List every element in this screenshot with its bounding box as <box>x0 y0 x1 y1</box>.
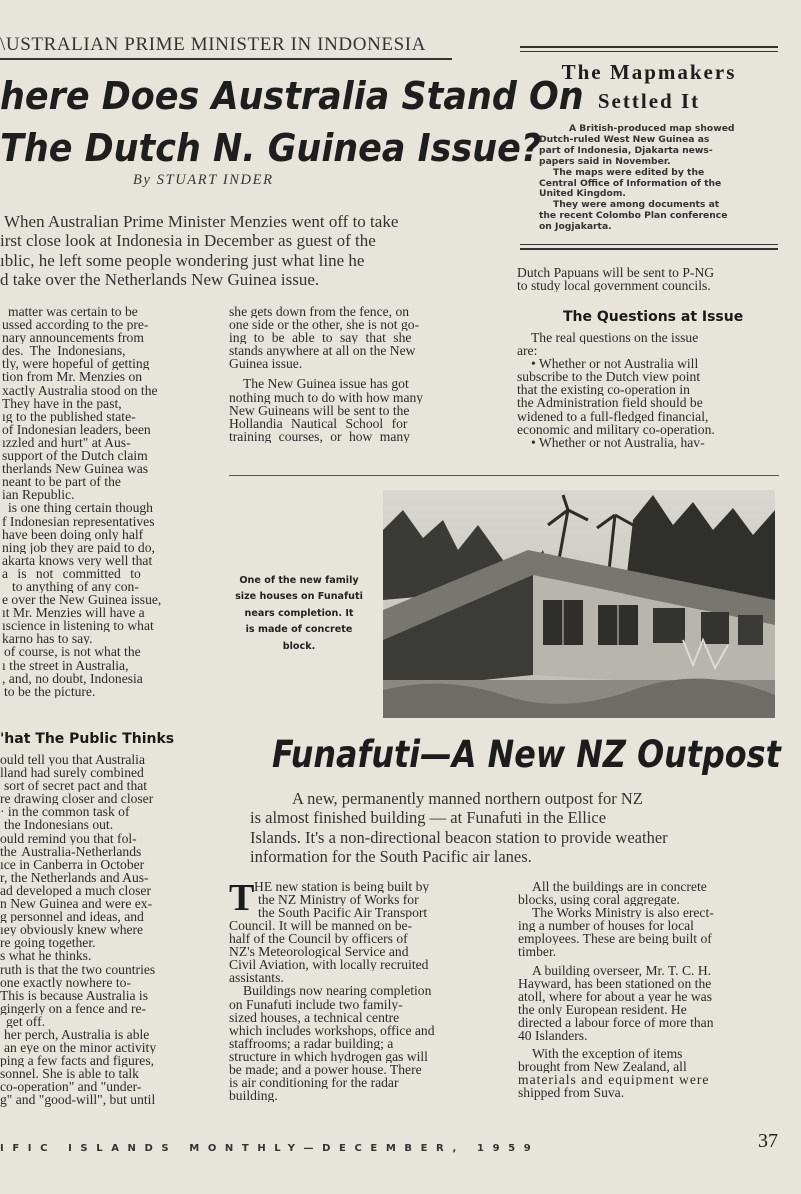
text-line: ing to be able to say that she <box>229 331 412 345</box>
intro-line: d take over the Netherlands New Guinea issue. <box>0 269 320 289</box>
text-line: ruth is that the two countries <box>0 962 156 976</box>
sidebar-body <box>539 124 761 233</box>
text-line: get off. <box>6 1014 46 1028</box>
text-line: Dutch Papuans will be sent to P-NG <box>517 266 715 280</box>
text-line: matter was certain to be <box>8 305 138 319</box>
page-number: 37 <box>758 1130 778 1152</box>
dropcap: T <box>229 877 255 919</box>
story2-col-a-drop <box>254 880 500 919</box>
text-line: timber. <box>518 945 557 959</box>
story2-col-a <box>229 919 499 1102</box>
text-line: shipped from Suva. <box>518 1086 625 1100</box>
text-line: • Whether or not Australia, hav- <box>531 435 705 449</box>
column-1 <box>2 305 212 698</box>
text-line: HE new station is being built by <box>254 880 430 894</box>
text-line: the South Pacific Air Transport <box>258 906 428 920</box>
text-line: which includes workshops, office and <box>229 1023 435 1037</box>
text-line: akarta knows very well that <box>2 553 153 567</box>
text-line: They have in the past, <box>2 396 122 410</box>
text-line: With the exception of items <box>532 1047 683 1061</box>
text-line: stands anywhere at all on the New <box>229 344 416 358</box>
intro <box>0 212 480 289</box>
text-line: This is because Australia is <box>0 988 148 1002</box>
sidebar-line: Central Office of Information of the <box>539 177 722 189</box>
text-line: is air conditioning for the radar <box>229 1076 399 1090</box>
main-headline-line-1: here Does Australia Stand On <box>0 74 584 118</box>
text-line: , and, no doubt, Indonesia <box>2 671 143 685</box>
text-line: a is not committed to <box>2 566 141 580</box>
text-line: ould tell you that Australia <box>0 753 145 767</box>
text-line: sort of secret pact and that <box>4 779 148 793</box>
text-line: economic and military co-operation. <box>517 422 715 436</box>
text-line: f Indonesian representatives <box>2 514 155 528</box>
text-line: ussed according to the pre- <box>2 318 149 332</box>
text-line: the only European resident. He <box>518 1002 687 1016</box>
text-line: one exactly nowhere to- <box>0 975 131 989</box>
text-line: n New Guinea and were ex- <box>0 897 153 911</box>
sidebar-line: A British-produced map showed <box>569 123 735 134</box>
text-line: the NZ Ministry of Works for <box>258 893 419 907</box>
story2-headline: Funafuti—A New NZ Outpost <box>272 733 781 776</box>
text-line: employees. These are being built of <box>518 932 712 946</box>
photo-funafuti-house <box>383 490 775 718</box>
text-line: ızzled and hurt" at Aus- <box>2 435 131 450</box>
text-line: g personnel and ideas, and <box>0 910 144 924</box>
column-2 <box>229 305 497 443</box>
sidebar-rule-top <box>520 46 778 48</box>
text-line: The real questions on the issue <box>531 331 699 345</box>
text-line: Buildings now nearing completion <box>243 984 432 998</box>
text-line: New Guineans will be sent to the <box>229 403 410 417</box>
standfirst-line: information for the South Pacific air lanes. <box>250 846 532 866</box>
text-line: re drawing closer and closer <box>0 792 154 806</box>
text-line: assistants. <box>229 971 284 985</box>
text-line: the Indonesians out. <box>4 818 114 832</box>
sidebar-rule-top-2 <box>520 51 778 52</box>
text-line: structure in which hydrogen gas will <box>229 1049 428 1064</box>
column-3 <box>517 266 785 292</box>
sidebar-line: The maps were edited by the <box>553 166 705 178</box>
text-line: ad developed a much closer <box>0 883 151 898</box>
sidebar-line: United Kingdom. <box>539 188 626 200</box>
caption-line: size houses on Funafuti <box>235 591 363 603</box>
text-line: tly, were hopeful of getting <box>2 357 150 371</box>
text-line: gingerly on a fence and re- <box>0 1001 147 1015</box>
text-line: of course, is not what the <box>4 645 141 659</box>
caption-line: nears completion. It <box>244 607 354 619</box>
intro-line: When Australian Prime Minister Menzies went off to take <box>4 212 399 231</box>
text-line: be made; and a power house. There <box>229 1063 422 1077</box>
text-line: to anything of any con- <box>12 579 139 594</box>
text-line: des. The Indonesians, <box>2 344 126 358</box>
text-line: ıscience in listening to what <box>2 619 154 633</box>
text-line: of Indonesian leaders, been <box>2 422 151 436</box>
sidebar-line: part of Indonesia, Djakarta news- <box>539 144 713 156</box>
text-line: ping a few facts and figures, <box>0 1054 155 1068</box>
text-line: training courses, or how many <box>229 429 410 443</box>
main-headline-line-2: The Dutch N. Guinea Issue? <box>0 126 542 170</box>
text-line: Civil Aviation, with locally recruited <box>229 958 429 972</box>
text-line: All the buildings are in concrete <box>532 880 707 894</box>
standfirst-line: is almost finished building — at Funafuti in the Ellice <box>250 808 607 828</box>
sidebar-line: papers said in November. <box>539 155 671 167</box>
sidebar-line: on Jogjakarta. <box>539 221 612 233</box>
kicker-rule <box>0 58 452 60</box>
story2-col-b <box>518 880 784 1100</box>
text-line: Hollandia Nautical School for <box>229 416 408 430</box>
text-line: directed a labour force of more than <box>518 1015 714 1030</box>
sidebar-rule-bottom-2 <box>520 248 778 250</box>
text-line: therlands New Guinea was <box>2 462 149 476</box>
text-line: s what he thinks. <box>0 949 92 963</box>
text-line: one side or the other, she is not go- <box>229 318 420 332</box>
text-line: half of the Council by officers of <box>229 932 408 946</box>
text-line: have been doing only half <box>2 527 144 541</box>
text-line: to study local government councils. <box>517 279 711 293</box>
text-line: The Works Ministry is also erect- <box>532 906 714 920</box>
caption-line: One of the new family <box>239 575 359 586</box>
text-line: ing a number of houses for local <box>518 919 694 933</box>
sidebar-title <box>520 58 778 116</box>
text-line: r, the Netherlands and Aus- <box>0 870 149 884</box>
text-line: building. <box>229 1089 278 1103</box>
text-line: A building overseer, Mr. T. C. H. <box>532 963 712 977</box>
text-line: atoll, where for about a year he was <box>518 989 713 1003</box>
photo-caption <box>229 573 369 655</box>
text-line: ıey obviously knew where <box>0 923 144 937</box>
text-line: NZ's Meteorological Service and <box>229 945 409 959</box>
text-line: nothing much to do with how many <box>229 390 424 404</box>
text-line: Guinea issue. <box>229 357 303 371</box>
text-line: e over the New Guinea issue, <box>2 593 162 607</box>
sidebar-line: Dutch-ruled West New Guinea as <box>539 133 710 145</box>
text-line: materials and equipment were <box>518 1073 710 1087</box>
text-line: g" and "good-will", but until <box>0 1093 156 1107</box>
text-line: sized houses, a technical centre <box>229 1010 400 1024</box>
text-line: to be the picture. <box>4 684 96 698</box>
text-line: The New Guinea issue has got <box>243 377 409 391</box>
text-line: ıce in Canberra in October <box>0 857 145 871</box>
sidebar-rule-bottom <box>520 244 778 245</box>
col1-subhead: 'hat The Public Thinks <box>0 731 175 747</box>
text-line: nary announcements from <box>2 331 144 345</box>
intro-line: irst close look at Indonesia in December as guest of the <box>0 231 376 251</box>
caption-line: is made of concrete <box>245 624 353 636</box>
text-line: on Funafuti include two family- <box>229 997 403 1011</box>
text-line: Council. It will be manned on be- <box>229 919 413 933</box>
sidebar-line: They were among documents at <box>553 199 720 211</box>
text-line: the Administration field should be <box>517 396 703 410</box>
story2-standfirst <box>250 789 770 866</box>
text-line: ıg to the published state- <box>2 409 136 423</box>
text-line: are: <box>517 344 538 358</box>
text-line: ıt Mr. Menzies will have a <box>2 606 145 620</box>
caption-line: block. <box>282 640 316 652</box>
text-line: that the existing co-operation in <box>517 383 690 397</box>
text-line: • Whether or not Australia will <box>531 357 699 371</box>
text-line: ning job they are paid to do, <box>2 540 155 554</box>
text-line: · in the common task of <box>0 805 130 819</box>
text-line: lland had surely combined <box>0 766 144 780</box>
text-line: karno has to say. <box>2 632 93 646</box>
text-line: 40 Islanders. <box>518 1029 588 1043</box>
text-line: ian Republic. <box>2 488 75 502</box>
text-line: re going together. <box>0 936 96 950</box>
text-line: subscribe to the Dutch view point <box>517 370 701 384</box>
text-line: neant to be part of the <box>2 475 121 489</box>
text-line: sonnel. She is able to talk <box>0 1067 139 1081</box>
byline: By STUART INDER <box>133 172 274 188</box>
standfirst-line: Islands. It's a non-directional beacon station to provide weather <box>250 827 668 847</box>
text-line: co-operation" and "under- <box>0 1080 142 1094</box>
text-line: she gets down from the fence, on <box>229 305 410 319</box>
main-headline <box>0 70 584 174</box>
sidebar-line: the recent Colombo Plan conference <box>539 210 728 222</box>
text-line: widened to a full-fledged financial, <box>517 409 709 423</box>
text-line: xactly Australia stood on the <box>2 383 158 397</box>
text-line: staffrooms; a radar building; a <box>229 1036 394 1050</box>
text-line: the Australia-Netherlands <box>0 844 142 858</box>
text-line: blocks, using coral aggregate. <box>518 893 680 907</box>
intro-line: ıblic, he left some people wondering just what line he <box>0 250 365 270</box>
text-line: her perch, Australia is able <box>4 1027 150 1042</box>
column-1b <box>0 753 212 1107</box>
sidebar-title-line-2: Settled It <box>597 89 701 113</box>
kicker: \USTRALIAN PRIME MINISTER IN INDONESIA <box>0 34 427 55</box>
column-3b <box>517 331 785 449</box>
text-line: support of the Dutch claim <box>2 449 148 463</box>
text-line: is one thing certain though <box>8 501 153 515</box>
col3-subhead: The Questions at Issue <box>563 309 744 325</box>
text-line: an eye on the minor activity <box>4 1041 157 1055</box>
standfirst-line: A new, permanently manned northern outpost for NZ <box>292 789 643 808</box>
text-line: brought from New Zealand, all <box>518 1060 687 1074</box>
section-rule <box>229 475 779 476</box>
text-line: tion from Mr. Menzies on <box>2 370 143 384</box>
footer-publication: IFIC ISLANDS MONTHLY—DECEMBER, 1959 <box>0 1143 540 1154</box>
text-line: ould remind you that fol- <box>0 831 137 845</box>
sidebar-title-line-1: The Mapmakers <box>561 60 737 84</box>
text-line: Hayward, has been stationed on the <box>518 976 712 990</box>
text-line: ı the street in Australia, <box>2 658 129 672</box>
